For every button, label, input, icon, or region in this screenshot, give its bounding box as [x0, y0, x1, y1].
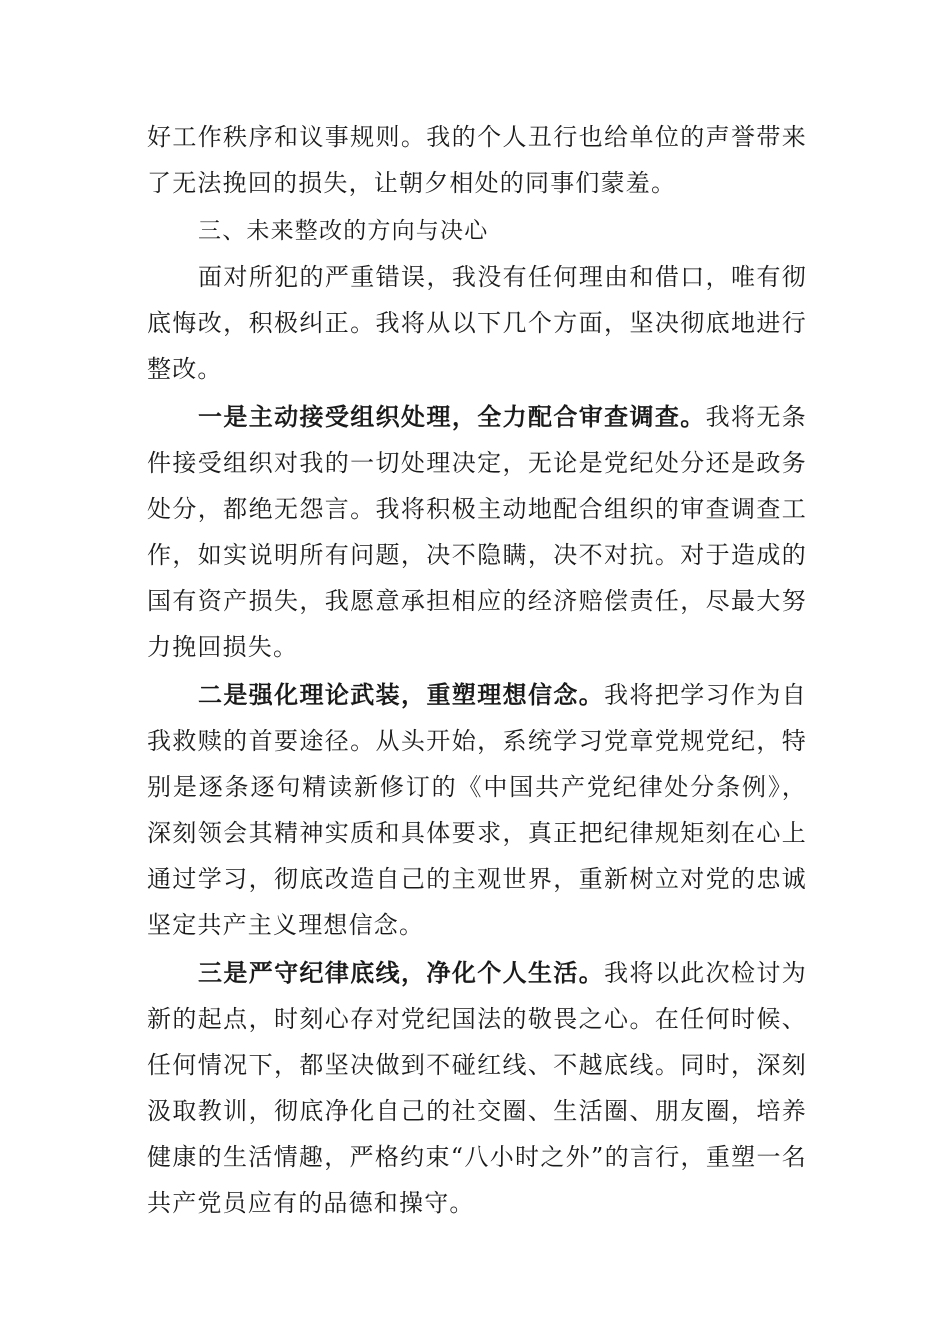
- item-three-paragraph: [147, 950, 807, 1226]
- paragraph-continuation: 好工作秩序和议事规则。我的个人丑行也给单位的声誉带来了无法挽回的损失，让朝夕相处的同事们蒙羞。: [147, 123, 807, 197]
- section-heading-three: 三、未来整改的方向与决心: [198, 218, 489, 244]
- item-two-paragraph: [147, 672, 807, 948]
- item-one-lead: 一是主动接受组织处理，全力配合审查调查。: [198, 403, 706, 431]
- item-one-body: 我将无条件接受组织对我的一切处理决定，无论是党纪处分还是政务处分，都绝无怨言。我将积极主动地配合组织的审查调查工作，如实说明所有问题，决不隐瞒，决不对抗。对于造成的国有资产损失，我愿意承担相应的经济赔偿责任，尽最大努力挽回损失。: [147, 403, 807, 661]
- item-three-lead: 三是严守纪律底线，净化个人生活。: [198, 959, 605, 987]
- item-three-body: 我将以此次检讨为新的起点，时刻心存对党纪国法的敬畏之心。在任何时候、任何情况下，都坚决做到不碰红线、不越底线。同时，深刻汲取教训，彻底净化自己的社交圈、生活圈、朋友圈，培养健康的生活情趣，严格约束“八小时之外”的言行，重塑一名共产党员应有的品德和操守。: [147, 959, 807, 1217]
- paragraph-intro: 面对所犯的严重错误，我没有任何理由和借口，唯有彻底悔改，积极纠正。我将从以下几个方面，坚决彻底地进行整改。: [147, 263, 807, 383]
- document-page: [147, 114, 807, 1226]
- item-two-body: 我将把学习作为自我救赎的首要途径。从头开始，系统学习党章党规党纪，特别是逐条逐句精读新修订的《中国共产党纪律处分条例》，深刻领会其精神实质和具体要求，真正把纪律规矩刻在心上通过学习，彻底改造自己的主观世界，重新树立对党的忠诚坚定共产主义理想信念。: [147, 681, 807, 939]
- item-two-lead: 二是强化理论武装，重塑理想信念。: [198, 681, 605, 709]
- item-one-paragraph: [147, 394, 807, 670]
